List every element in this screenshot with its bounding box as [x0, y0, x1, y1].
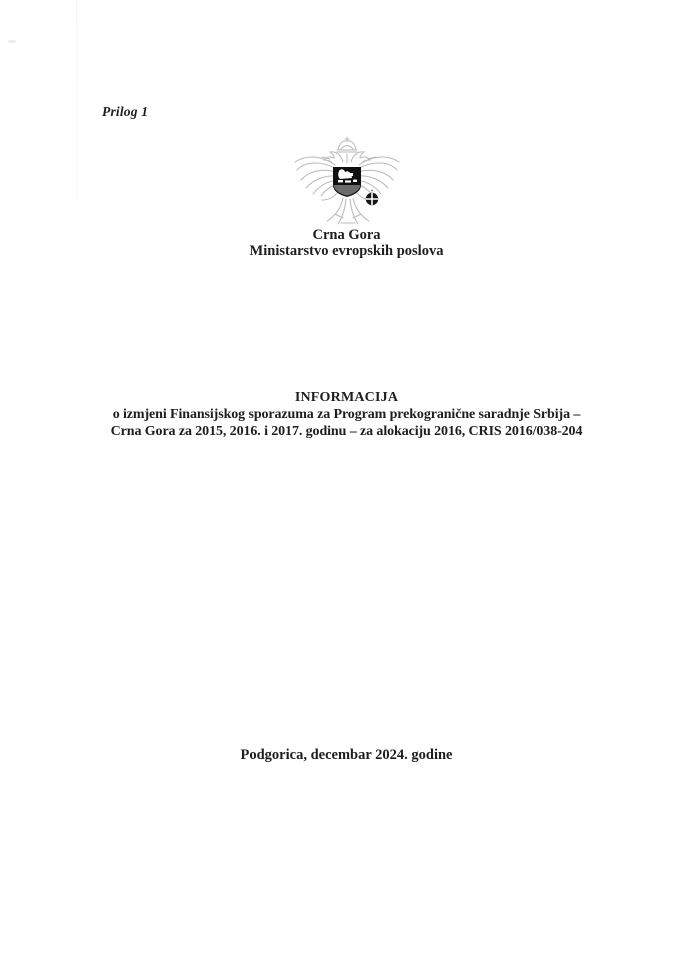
scan-artifact: [8, 40, 16, 43]
scan-artifact: [76, 0, 77, 330]
ministry-name: Ministarstvo evropskih poslova: [249, 243, 444, 259]
attachment-annotation: Prilog 1: [102, 104, 149, 119]
document-subtitle-line1: o izmjeni Finansijskog sporazuma za Program prekogranične saradnje Srbija –: [112, 407, 581, 422]
montenegro-coat-of-arms-icon: [289, 135, 409, 227]
document-title: INFORMACIJA: [294, 390, 399, 405]
country-name: Crna Gora: [312, 227, 381, 243]
emblem-orb: [366, 190, 378, 206]
place-and-date: Podgorica, decembar 2024. godine: [240, 747, 453, 763]
document-subtitle-line2: Crna Gora za 2015, 2016. i 2017. godinu – za alokaciju 2016, CRIS 2016/038-204: [110, 424, 583, 439]
